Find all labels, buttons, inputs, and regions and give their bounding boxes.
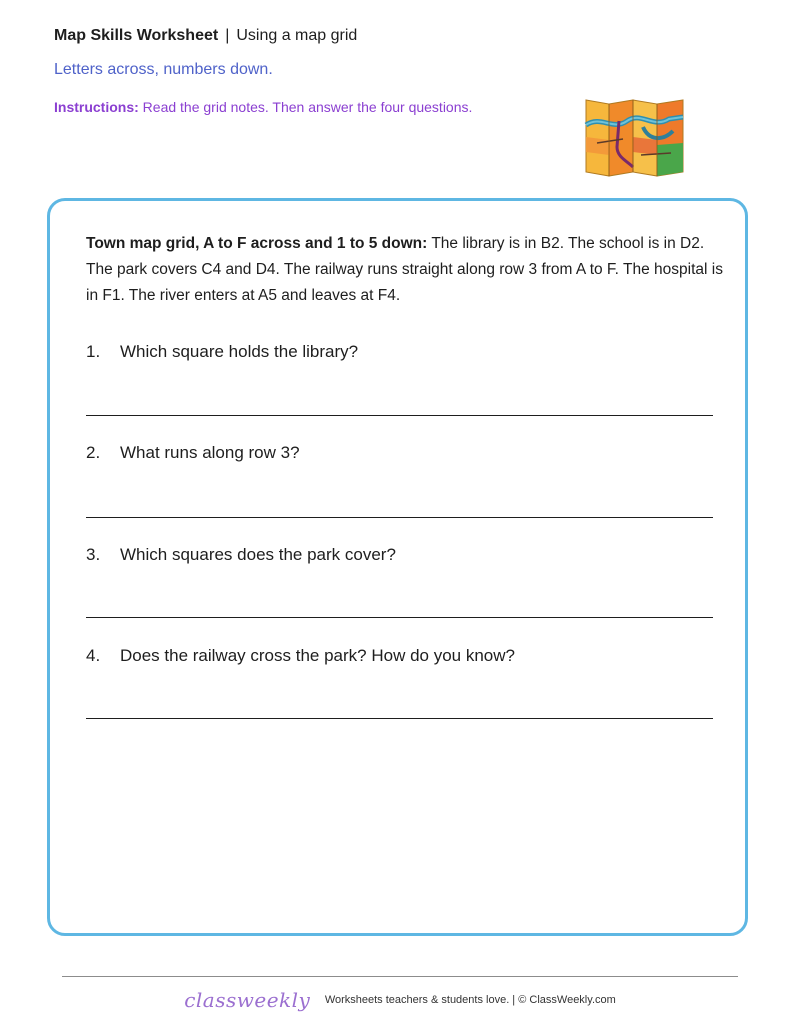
passage-lead: Town map grid, A to F across and 1 to 5 down: <box>86 235 428 252</box>
question-1 <box>86 342 358 362</box>
footer-tagline: Worksheets teachers & students love. | © ClassWeekly.com <box>324 994 616 1006</box>
folded-map-icon <box>583 97 685 177</box>
footer-divider <box>62 976 738 977</box>
brand-logo: classweekly <box>184 988 311 1012</box>
question-number: 3. <box>86 545 101 564</box>
instructions <box>54 99 472 115</box>
question-3 <box>86 545 396 565</box>
question-number: 1. <box>86 342 101 361</box>
question-text: Does the railway cross the park? How do you know? <box>120 646 515 665</box>
question-text: What runs along row 3? <box>120 443 300 462</box>
question-number: 2. <box>86 443 101 462</box>
instructions-text: Read the grid notes. Then answer the four questions. <box>142 99 473 115</box>
worksheet-header <box>54 27 357 45</box>
worksheet-subtitle: Letters across, numbers down. <box>54 61 273 78</box>
footer <box>0 988 800 1012</box>
question-number: 4. <box>86 646 101 665</box>
instructions-label: Instructions: <box>54 99 139 115</box>
grid-notes-passage <box>86 231 726 309</box>
question-4 <box>86 646 515 666</box>
worksheet-topic: Using a map grid <box>236 27 358 44</box>
answer-line-3[interactable] <box>86 617 713 618</box>
question-2 <box>86 443 300 463</box>
passage-body: The library is in B2. The school is in D2. The park covers C4 and D4. The railway runs straight along row 3 from A to F. The hospital is in F1. The river enters at A5 and leaves at F4. <box>86 235 723 304</box>
question-text: Which squares does the park cover? <box>120 545 396 564</box>
answer-line-4[interactable] <box>86 718 713 719</box>
answer-line-1[interactable] <box>86 415 713 416</box>
answer-line-2[interactable] <box>86 517 713 518</box>
worksheet-title: Map Skills Worksheet <box>54 27 219 44</box>
header-separator: | <box>225 27 230 44</box>
question-text: Which square holds the library? <box>120 342 359 361</box>
